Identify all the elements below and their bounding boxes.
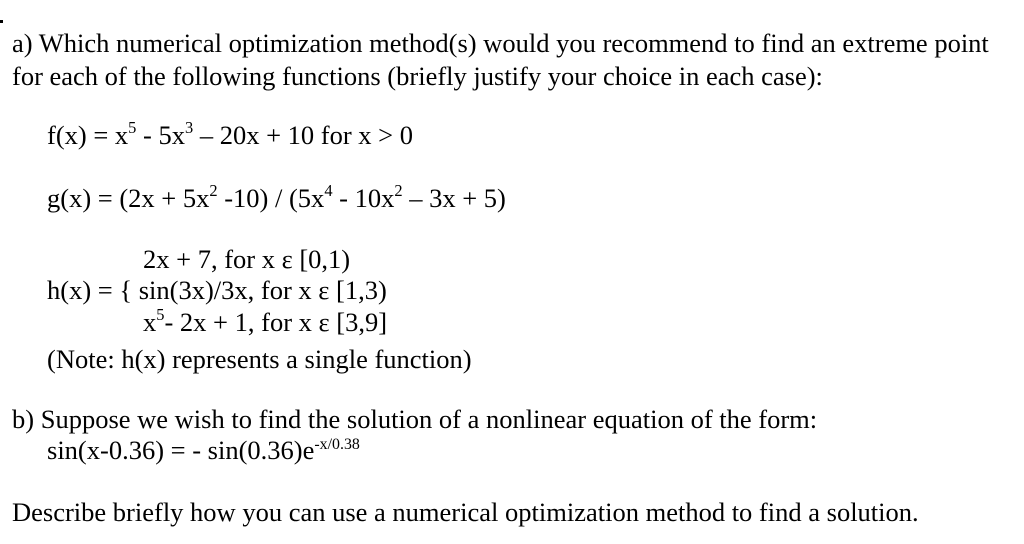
- part-a-line-2: for each of the following functions (briefly justify your choice in each case):: [12, 61, 823, 91]
- g-middle-2: - 10x: [332, 183, 395, 213]
- g-exponent-1: 2: [209, 181, 218, 201]
- function-g: [47, 183, 506, 213]
- margin-mark: [0, 20, 3, 23]
- equation-prefix: sin(x-0.36) = - sin(0.36)e: [47, 435, 315, 465]
- g-rest: – 3x + 5): [402, 183, 506, 213]
- f-middle: - 5x: [136, 120, 185, 150]
- part-b-line-1: b) Suppose we wish to find the solution of a nonlinear equation of the form:: [12, 404, 818, 434]
- f-exponent-1: 5: [128, 118, 137, 138]
- f-prefix: f(x) = x: [47, 120, 129, 150]
- g-exponent-2: 4: [324, 181, 333, 201]
- h-case-3-prefix: x: [143, 307, 157, 337]
- f-rest: – 20x + 10 for x > 0: [193, 120, 413, 150]
- g-prefix: g(x) = (2x + 5x: [47, 183, 210, 213]
- h-note: (Note: h(x) represents a single function): [47, 344, 472, 374]
- part-a-line-1: a) Which numerical optimization method(s) would you recommend to find an extreme point: [12, 28, 989, 58]
- f-exponent-2: 3: [184, 118, 194, 138]
- function-f: [47, 120, 413, 150]
- h-case-3-exponent: 5: [156, 305, 165, 325]
- g-exponent-3: 2: [394, 181, 403, 201]
- g-middle-1: -10) / (5x: [217, 183, 325, 213]
- h-case-2: h(x) = { sin(3x)/3x, for x ε [1,3): [47, 275, 387, 305]
- h-case-3: [143, 307, 387, 337]
- part-b-equation: [47, 435, 360, 465]
- part-b-describe: Describe briefly how you can use a numerical optimization method to find a solution.: [12, 497, 919, 527]
- equation-exponent: -x/0.38: [314, 436, 360, 454]
- h-case-3-rest: - 2x + 1, for x ε [3,9]: [164, 307, 388, 337]
- h-case-1: 2x + 7, for x ε [0,1): [143, 244, 351, 274]
